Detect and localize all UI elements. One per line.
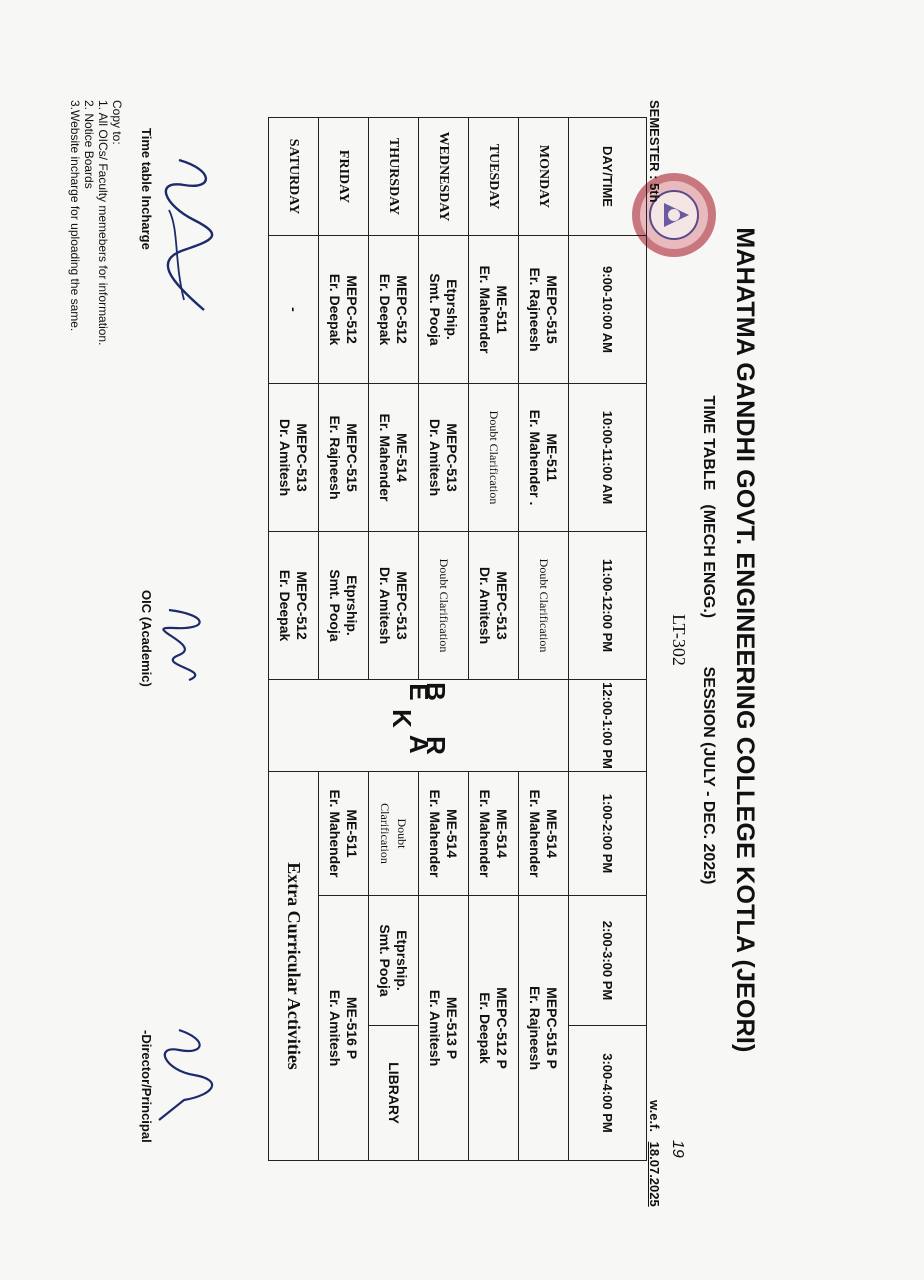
practical-cell (469, 896, 519, 1161)
header-cell: 2:00-3:00 PM (569, 896, 647, 1026)
course-code: MEPC-512 (344, 275, 361, 344)
faculty-name: Er. Mahender (327, 789, 344, 878)
practical-cell (519, 896, 569, 1161)
faculty-name: Er. Rajneesh (327, 415, 344, 500)
day-cell: MONDAY (519, 118, 569, 236)
header-cell: 12:00-1:00 PM (569, 680, 647, 772)
room-label: LT-302 (669, 614, 689, 666)
slot-cell (369, 384, 419, 532)
course-code: ME-514 (544, 808, 561, 859)
timetable-subtitle (699, 0, 717, 1280)
course-code: MEPC-515 (544, 275, 561, 344)
wef-prefix: w.e.f. (647, 1100, 662, 1133)
director-label: -Director/Principal (139, 1030, 154, 1143)
slot-cell (469, 772, 519, 896)
faculty-name: Er. Amitesh (327, 989, 344, 1067)
copy-heading: Copy to: (110, 100, 124, 145)
page-mark: 19 (669, 1140, 686, 1158)
slot-cell (419, 236, 469, 384)
signature-director (154, 1020, 219, 1130)
department-label: (MECH ENGG.) (700, 504, 717, 619)
slot-cell (419, 384, 469, 532)
faculty-name: Smt. Pooja (377, 924, 394, 997)
course-code: ME-514 (394, 432, 411, 483)
slot-cell (419, 772, 469, 896)
header-cell: 11:00-12:00 PM (569, 532, 647, 680)
table-row (519, 118, 569, 1161)
extra-curricular-cell: Extra Curricular Activities (269, 772, 319, 1161)
course-code: MEPC-512 (294, 571, 311, 640)
course-code: Etprship. (444, 279, 461, 340)
practical-cell (319, 896, 369, 1161)
course-code: MEPC-513 (494, 571, 511, 640)
faculty-name: Dr. Amitesh (277, 418, 294, 497)
faculty-name: Smt. Pooja (327, 569, 344, 642)
faculty-name: Dr. Amitesh (427, 418, 444, 497)
slot-cell (319, 236, 369, 384)
table-row (419, 118, 469, 1161)
faculty-name: Dr. Amitesh (477, 566, 494, 645)
faculty-name: Er. Deepak (327, 273, 344, 346)
slot-cell (269, 532, 319, 680)
timetable-grid (268, 117, 647, 1161)
slot-cell (319, 772, 369, 896)
faculty-name: Er. Rajneesh (527, 985, 544, 1071)
practical-cell (419, 896, 469, 1161)
course-code: Etprship. (394, 930, 411, 991)
slot-cell: Doubt Clarification (419, 532, 469, 680)
slot-cell (319, 384, 369, 532)
faculty-name: Er. Amitesh (427, 989, 444, 1067)
wef-date: 18.07.2025 (647, 1141, 662, 1207)
slot-cell (369, 236, 419, 384)
signature-oic (154, 600, 219, 690)
faculty-name: Er. Mahender . (527, 409, 544, 506)
course-code: MEPC-512 (394, 275, 411, 344)
course-code: Etprship. (344, 575, 361, 636)
college-title: MAHATMA GANDHI GOVT. ENGINEERING COLLEGE KOTLA (JEORI) (731, 227, 759, 1053)
slot-cell: Doubt Clarification (469, 384, 519, 532)
slot-text: Clarification (378, 803, 393, 864)
table-row (469, 118, 519, 1161)
faculty-name: Er. Deepak (277, 569, 294, 642)
course-code: MEPC-513 (294, 423, 311, 492)
slot-cell: Doubt Clarification (519, 532, 569, 680)
signature-tt-incharge (154, 150, 224, 320)
faculty-name: Dr. Amitesh (377, 566, 394, 645)
tt-incharge-label: Time table Incharge (139, 128, 154, 250)
header-row (569, 118, 647, 1161)
slot-cell (519, 384, 569, 532)
slot-cell: LIBRARY (369, 1026, 419, 1161)
course-code: ME-514 (444, 808, 461, 859)
table-row (269, 118, 319, 1161)
faculty-name: Er. Deepak (477, 992, 494, 1064)
slot-cell: - (269, 236, 319, 384)
course-code: ME-511 (544, 433, 561, 482)
course-code: MEPC-515 P (544, 987, 561, 1069)
course-code: ME-514 (494, 808, 511, 859)
faculty-name: Er. Mahender (477, 265, 494, 354)
course-code: MEPC-515 (344, 423, 361, 492)
course-code: MEPC-512 P (494, 987, 511, 1069)
faculty-name: Er. Deepak (377, 273, 394, 346)
course-code: ME-511 (494, 285, 511, 334)
slot-cell (369, 772, 419, 896)
slot-cell (369, 532, 419, 680)
faculty-name: Er. Mahender (427, 789, 444, 878)
faculty-name: Smt. Pooja (427, 273, 444, 346)
faculty-name: Er. Mahender (377, 413, 394, 502)
slot-cell (319, 532, 369, 680)
day-cell: FRIDAY (319, 118, 369, 236)
slot-cell (369, 896, 419, 1026)
course-code: MEPC-513 (394, 571, 411, 640)
course-code: ME-511 (344, 809, 361, 858)
day-cell: THURSDAY (369, 118, 419, 236)
copy-item: 3.Website incharge for uploading the same. (68, 100, 82, 332)
day-cell: SATURDAY (269, 118, 319, 236)
slot-cell (519, 236, 569, 384)
day-cell: WEDNESDAY (419, 118, 469, 236)
faculty-name: Er. Mahender (477, 789, 494, 878)
session-label: SESSION (JULY - DEC. 2025) (700, 666, 717, 885)
course-code: ME-516 P (344, 996, 361, 1060)
faculty-name: Er. Rajneesh (527, 267, 544, 352)
header-cell: 10:00-11:00 AM (569, 384, 647, 532)
table-row (319, 118, 369, 1161)
table-row (369, 118, 419, 1161)
wef-label (647, 1100, 662, 1207)
slot-cell (469, 532, 519, 680)
course-code: MEPC-513 (444, 423, 461, 492)
slot-cell (519, 772, 569, 896)
header-cell: 9:00-10:00 AM (569, 236, 647, 384)
slot-cell (469, 236, 519, 384)
semester-label: SEMESTER : 5th (647, 100, 662, 203)
slot-cell (269, 384, 319, 532)
break-cell (269, 680, 569, 772)
header-cell: 1:00-2:00 PM (569, 772, 647, 896)
course-code: ME-513 P (444, 996, 461, 1060)
slot-text: Doubt (395, 818, 410, 849)
header-cell: DAY/TIME (569, 118, 647, 236)
oic-label: OIC (Academic) (139, 590, 154, 687)
timetable-label: TIME TABLE (700, 395, 717, 491)
copy-item: 1. All OICs/ Faculty memebers for information. (96, 100, 110, 346)
copy-item: 2. Notice Boards (82, 100, 96, 189)
header-cell: 3:00-4:00 PM (569, 1026, 647, 1161)
day-cell: TUESDAY (469, 118, 519, 236)
break-label: B R E A K (387, 682, 451, 769)
faculty-name: Er. Mahender (527, 789, 544, 878)
copy-to-block (68, 100, 124, 345)
